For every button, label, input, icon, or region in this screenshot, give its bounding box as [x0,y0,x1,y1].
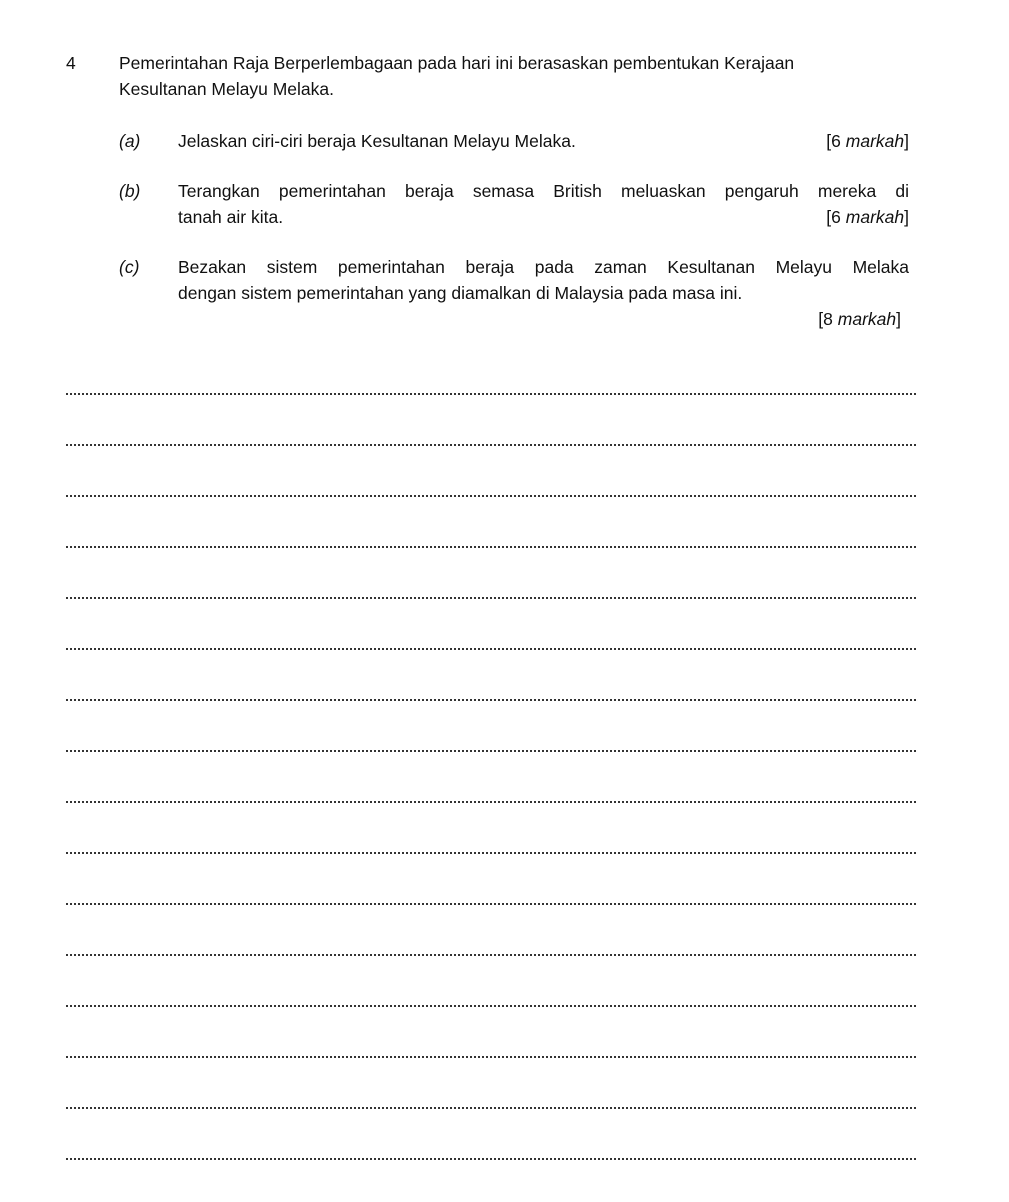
answer-line[interactable] [66,393,916,395]
answer-line[interactable] [66,495,916,497]
answer-line[interactable] [66,1005,916,1007]
part-a-text: Jelaskan ciri-ciri beraja Kesultanan Melayu Melaka. [178,131,576,151]
question-stem-line-1: Pemerintahan Raja Berperlembagaan pada hari ini berasaskan pembentukan Kerajaan [119,53,795,73]
part-c-marks-line [178,306,909,332]
answer-line[interactable] [66,852,916,854]
answer-line[interactable] [66,903,916,905]
answer-line[interactable] [66,546,916,548]
answer-line[interactable] [66,597,916,599]
part-b-body [178,178,909,230]
part-b-label: (b) [119,181,141,201]
part-b-marks: [6 markah] [826,207,909,227]
part-c-marks: [8 markah] [818,309,901,329]
part-c-label: (c) [119,257,140,277]
part-a-label: (a) [119,131,141,151]
part-c-text-line-1: Bezakan sistem pemerintahan beraja pada zaman Kesultanan Melayu Melaka [178,257,909,277]
question-stem [119,50,919,102]
answer-line[interactable] [66,648,916,650]
answer-line[interactable] [66,750,916,752]
part-c-body [178,254,909,332]
answer-line[interactable] [66,954,916,956]
answer-line[interactable] [66,444,916,446]
part-a-marks: [6 markah] [826,131,909,151]
part-c-text-line-2: dengan sistem pemerintahan yang diamalkan di Malaysia pada masa ini. [178,283,743,303]
part-a-body [178,128,909,154]
answer-line[interactable] [66,1107,916,1109]
part-b-text-line-1: Terangkan pemerintahan beraja semasa British meluaskan pengaruh mereka di [178,181,909,201]
part-b-text-line-2: tanah air kita. [6 markah] [178,204,909,230]
answer-line[interactable] [66,1056,916,1058]
question-number: 4 [66,53,76,73]
answer-line[interactable] [66,801,916,803]
answer-line[interactable] [66,1158,916,1160]
question-stem-line-2: Kesultanan Melayu Melaka. [119,79,334,99]
answer-line[interactable] [66,699,916,701]
